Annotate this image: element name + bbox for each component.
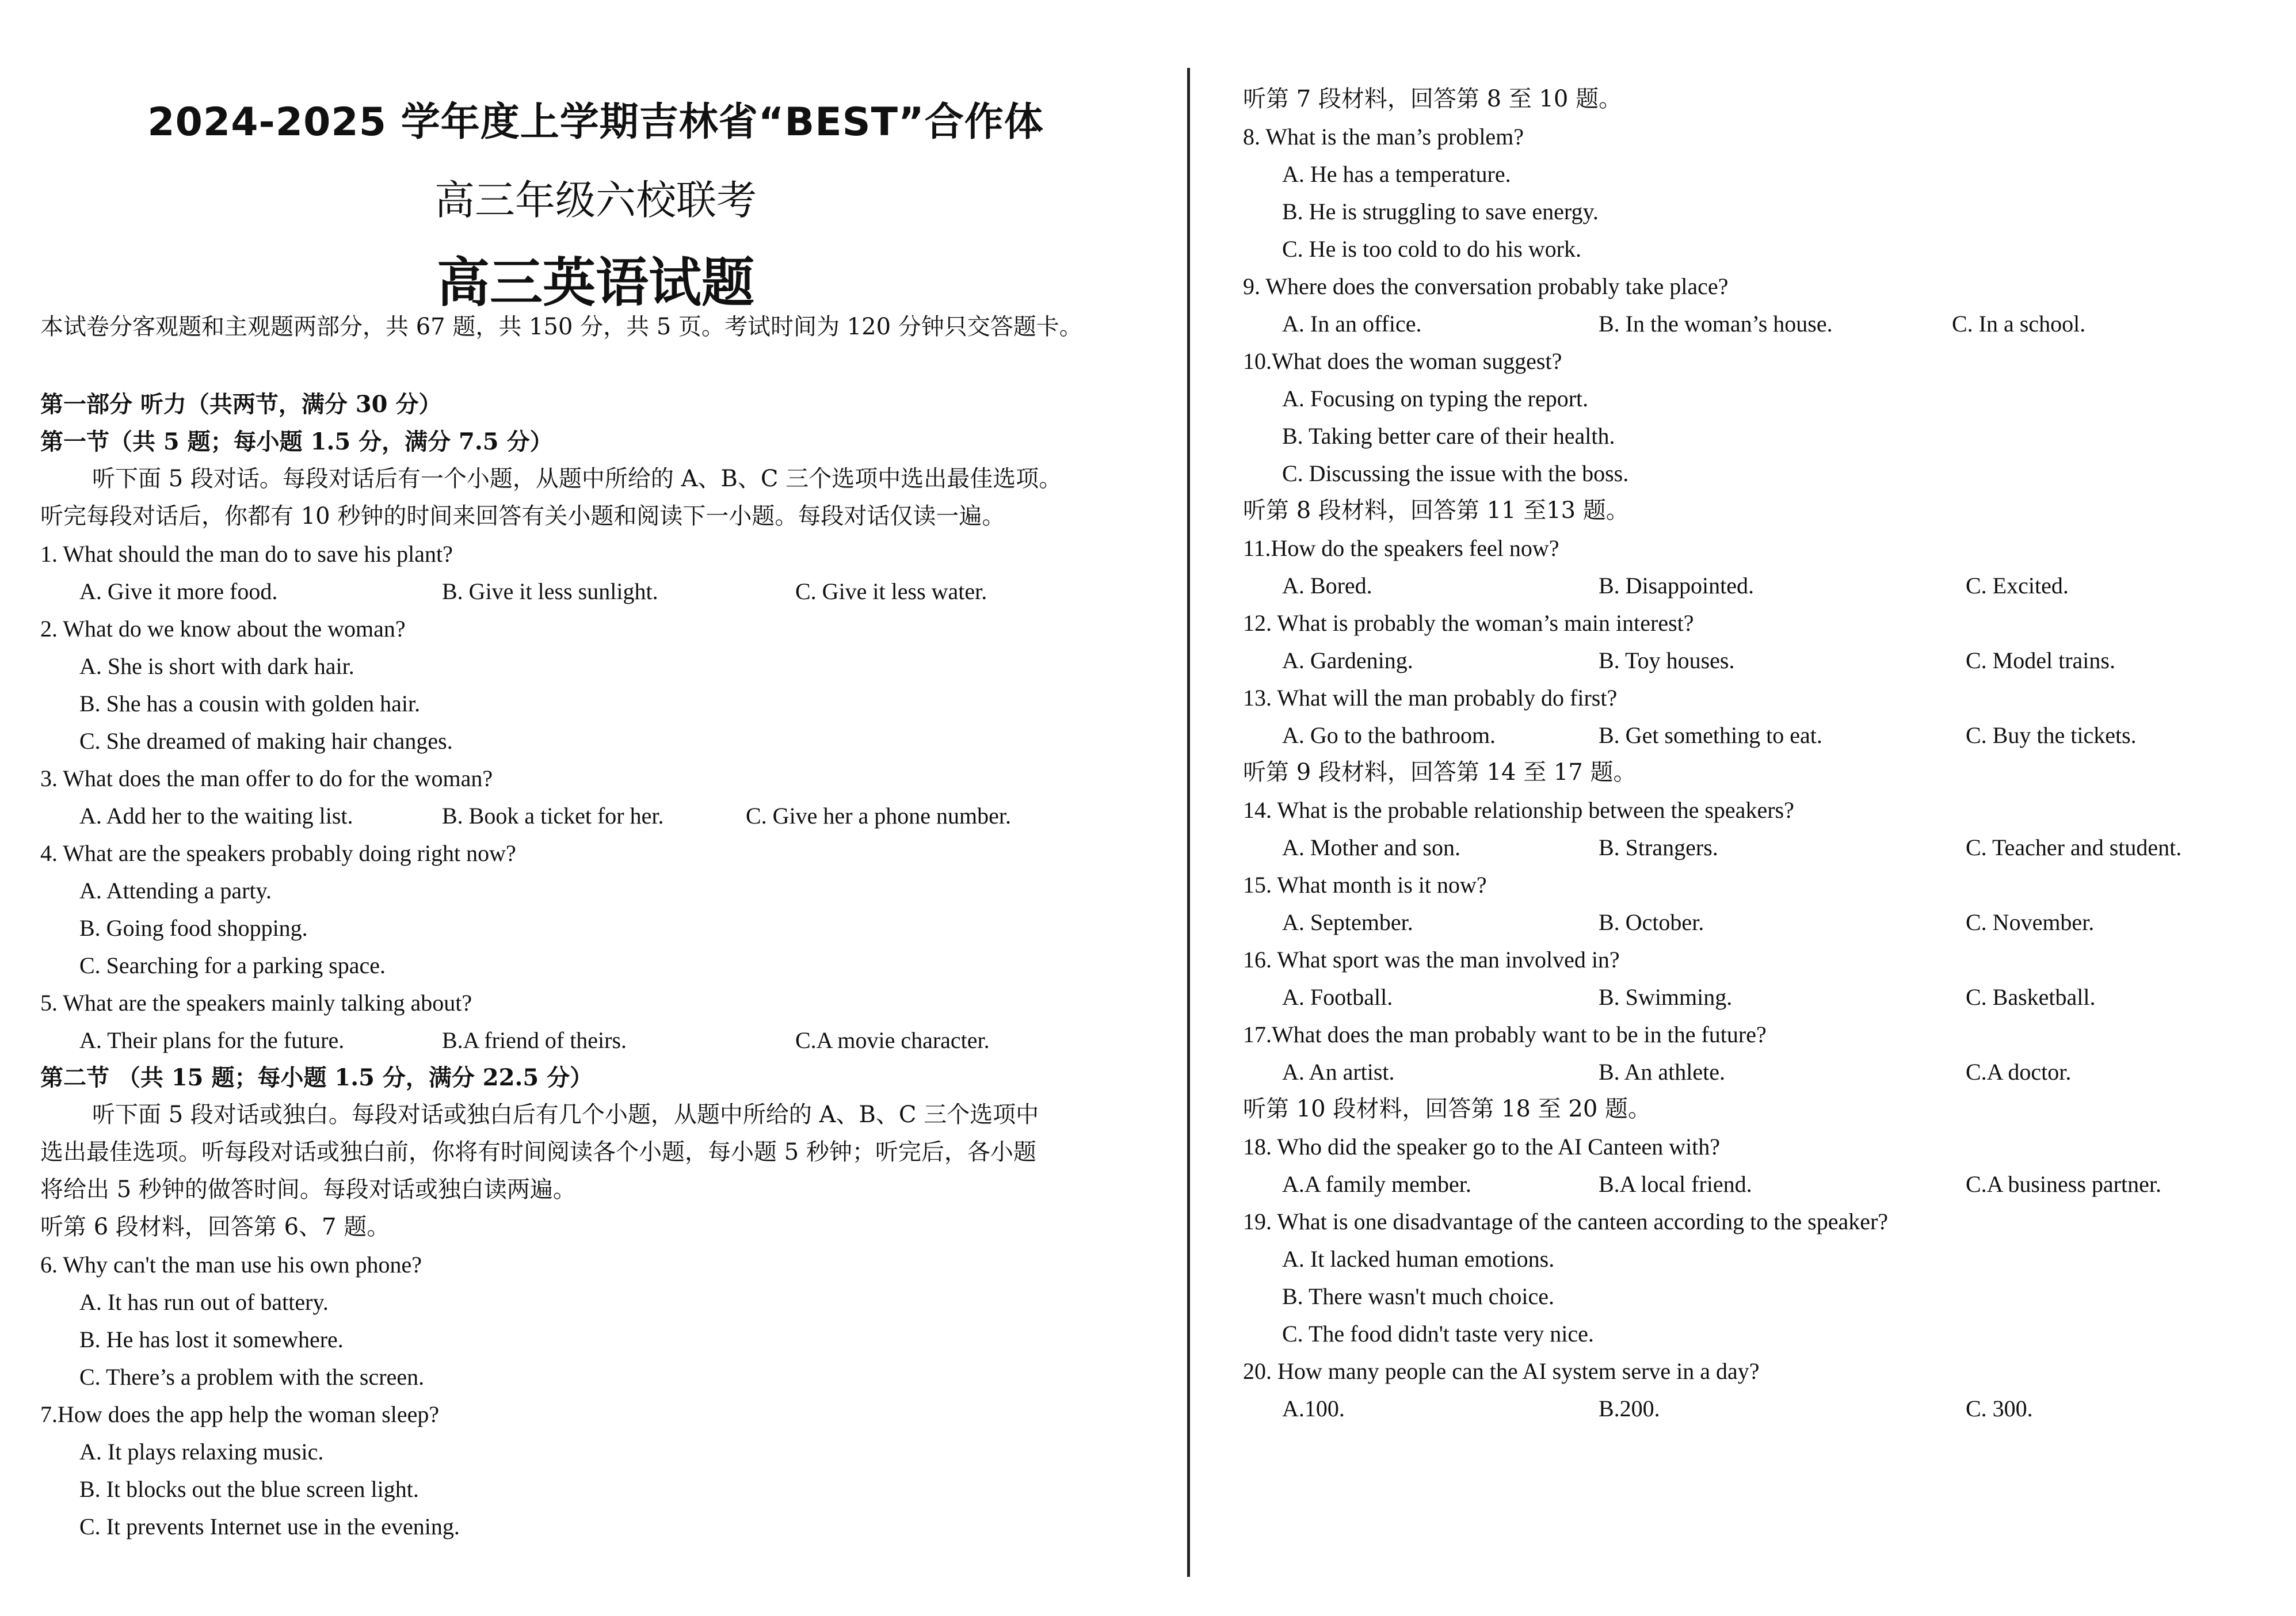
option-a: A. An artist.: [1282, 1059, 1395, 1085]
question-6: 6. Why can't the man use his own phone?: [40, 1252, 422, 1278]
option-c: C. The food didn't taste very nice.: [1282, 1321, 1594, 1347]
option-a: A. She is short with dark hair.: [79, 653, 354, 679]
question-1-options: [40, 573, 1062, 610]
question-9-options: [1243, 305, 2086, 342]
option-a: A. Give it more food.: [79, 578, 278, 604]
option-b: B. Going food shopping.: [79, 915, 308, 941]
option-c: C.A business partner.: [1966, 1171, 2161, 1197]
section2-instruction-3: 将给出 5 秒钟的做答时间。每段对话或独白读两遍。: [40, 1176, 576, 1203]
option-b: B. She has a cousin with golden hair.: [79, 691, 421, 716]
exam-title-line1: 2024-2025 学年度上学期吉林省“BEST”合作体: [147, 100, 1044, 145]
question-16: 16. What sport was the man involved in?: [1243, 947, 1620, 973]
option-b: B. It blocks out the blue screen light.: [79, 1476, 419, 1502]
option-c: C. She dreamed of making hair changes.: [79, 728, 453, 754]
option-a: A. Their plans for the future.: [79, 1027, 345, 1053]
question-17: 17.What does the man probably want to be in the future?: [1243, 1022, 1767, 1047]
option-b: B. Give it less sunlight.: [442, 578, 658, 604]
question-5: 5. What are the speakers mainly talking about?: [40, 990, 472, 1016]
option-b: B. Get something to eat.: [1599, 722, 1822, 748]
question-18: 18. Who did the speaker go to the AI Canteen with?: [1243, 1134, 1721, 1160]
option-b: B. October.: [1599, 909, 1704, 935]
question-15: 15. What month is it now?: [1243, 872, 1487, 898]
option-b: B. There wasn't much choice.: [1282, 1283, 1554, 1309]
option-c: C. Give her a phone number.: [746, 803, 1011, 829]
question-12: 12. What is probably the woman’s main interest?: [1243, 610, 1694, 636]
question-15-options: [1243, 904, 2095, 941]
option-b: B. He is struggling to save energy.: [1282, 199, 1599, 224]
question-1: 1. What should the man do to save his plant?: [40, 541, 453, 567]
option-c: C. Model trains.: [1966, 647, 2115, 673]
section1-title: 第一节（共 5 题；每小题 1.5 分，满分 7.5 分）: [40, 428, 553, 455]
option-b: B. Disappointed.: [1599, 573, 1754, 599]
option-c: C. There’s a problem with the screen.: [79, 1364, 425, 1390]
passage-note-10: 听第 10 段材料，回答第 18 至 20 题。: [1243, 1096, 1651, 1122]
option-a: A. Football.: [1282, 984, 1393, 1010]
option-a: A. Attending a party.: [79, 878, 272, 904]
option-a: A. Focusing on typing the report.: [1282, 386, 1589, 411]
option-c: C. He is too cold to do his work.: [1282, 236, 1581, 262]
passage-note-8: 听第 8 段材料，回答第 11 至13 题。: [1243, 497, 1629, 524]
option-c: C.A doctor.: [1966, 1059, 2072, 1085]
column-divider: [1187, 68, 1190, 1577]
question-2: 2. What do we know about the woman?: [40, 616, 406, 642]
section2-instruction-1: 听下面 5 段对话或独白。每段对话或独白后有几个小题，从题中所给的 A、B、C 三个选项中: [92, 1102, 1039, 1128]
option-c: C. November.: [1966, 909, 2095, 935]
question-12-options: [1243, 642, 2115, 679]
question-5-options: [40, 1022, 1062, 1059]
question-16-options: [1243, 978, 2096, 1016]
question-13-options: [1243, 716, 2137, 754]
question-13: 13. What will the man probably do first?: [1243, 685, 1618, 711]
option-a: A. It lacked human emotions.: [1282, 1246, 1555, 1272]
question-4: 4. What are the speakers probably doing right now?: [40, 840, 516, 866]
option-a: A. It has run out of battery.: [79, 1289, 329, 1315]
passage-note-6: 听第 6 段材料，回答第 6、7 题。: [40, 1214, 390, 1240]
right-flow: [1243, 81, 2182, 1427]
question-9: 9. Where does the conversation probably take place?: [1243, 273, 1729, 299]
option-a: A. Bored.: [1282, 573, 1372, 599]
question-20: 20. How many people can the AI system serve in a day?: [1243, 1358, 1760, 1384]
option-b: B. In the woman’s house.: [1599, 311, 1833, 337]
question-10: 10.What does the woman suggest?: [1243, 348, 1562, 374]
option-b: B. Strangers.: [1599, 834, 1718, 860]
exam-intro: 本试卷分客观题和主观题两部分，共 67 题，共 150 分，共 5 页。考试时间为 120 分钟只交答题卡。: [40, 314, 1082, 340]
passage-note-7: 听第 7 段材料，回答第 8 至 10 题。: [1243, 86, 1622, 112]
option-a: A. He has a temperature.: [1282, 161, 1511, 187]
option-b: B. Book a ticket for her.: [442, 803, 664, 829]
option-b: B. An athlete.: [1599, 1059, 1725, 1085]
question-14-options: [1243, 829, 2182, 866]
left-flow: [40, 386, 1062, 1545]
option-c: C. In a school.: [1952, 311, 2086, 337]
option-a: A.100.: [1282, 1396, 1345, 1421]
passage-note-9: 听第 9 段材料，回答第 14 至 17 题。: [1243, 759, 1637, 786]
option-c: C. 300.: [1966, 1396, 2033, 1421]
question-8: 8. What is the man’s problem?: [1243, 124, 1524, 150]
question-11-options: [1243, 567, 2069, 604]
exam-title-line2: 高三年级六校联考: [434, 177, 757, 224]
option-b: B.A friend of theirs.: [442, 1027, 627, 1053]
section1-instruction-2: 听完每段对话后，你都有 10 秒钟的时间来回答有关小题和阅读下一小题。每段对话仅读一遍。: [40, 503, 1005, 529]
option-c: C. It prevents Internet use in the evening.: [79, 1514, 460, 1539]
option-c: C. Buy the tickets.: [1966, 722, 2137, 748]
option-b: B.A local friend.: [1599, 1171, 1752, 1197]
question-3: 3. What does the man offer to do for the woman?: [40, 765, 493, 791]
question-14: 14. What is the probable relationship between the speakers?: [1243, 797, 1794, 823]
option-b: B. He has lost it somewhere.: [79, 1327, 344, 1352]
section2-title: 第二节 （共 15 题；每小题 1.5 分，满分 22.5 分）: [40, 1064, 593, 1091]
option-c: C.A movie character.: [795, 1027, 990, 1053]
option-b: B. Taking better care of their health.: [1282, 423, 1615, 449]
option-a: A. Go to the bathroom.: [1282, 722, 1496, 748]
option-a: A. Add her to the waiting list.: [79, 803, 353, 829]
option-a: A. It plays relaxing music.: [79, 1439, 324, 1465]
option-c: C. Discussing the issue with the boss.: [1282, 460, 1629, 486]
question-18-options: [1243, 1165, 2161, 1203]
question-11: 11.How do the speakers feel now?: [1243, 535, 1559, 561]
option-c: C. Excited.: [1966, 573, 2069, 599]
question-19: 19. What is one disadvantage of the canteen according to the speaker?: [1243, 1209, 1889, 1234]
option-b: B. Toy houses.: [1599, 647, 1735, 673]
option-c: C. Give it less water.: [795, 578, 987, 604]
part1-title: 第一部分 听力（共两节，满分 30 分）: [40, 391, 442, 418]
option-a: A. Mother and son.: [1282, 834, 1460, 860]
question-3-options: [40, 797, 1062, 834]
option-c: C. Basketball.: [1966, 984, 2096, 1010]
exam-title-line3: 高三英语试题: [436, 252, 754, 314]
option-b: B. Swimming.: [1599, 984, 1733, 1010]
option-b: B.200.: [1599, 1396, 1660, 1421]
question-7: 7.How does the app help the woman sleep?: [40, 1401, 440, 1427]
section2-instruction-2: 选出最佳选项。听每段对话或独白前，你将有时间阅读各个小题，每小题 5 秒钟；听完后，各小题: [40, 1139, 1036, 1165]
question-20-options: [1243, 1390, 2033, 1427]
option-a: A.A family member.: [1282, 1171, 1471, 1197]
option-a: A. In an office.: [1282, 311, 1422, 337]
section1-instruction-1: 听下面 5 段对话。每段对话后有一个小题，从题中所给的 A、B、C 三个选项中选出最佳选项。: [92, 466, 1062, 492]
option-a: A. Gardening.: [1282, 647, 1413, 673]
option-c: C. Teacher and student.: [1966, 834, 2182, 860]
question-17-options: [1243, 1053, 2072, 1091]
option-a: A. September.: [1282, 909, 1413, 935]
option-c: C. Searching for a parking space.: [79, 952, 386, 978]
